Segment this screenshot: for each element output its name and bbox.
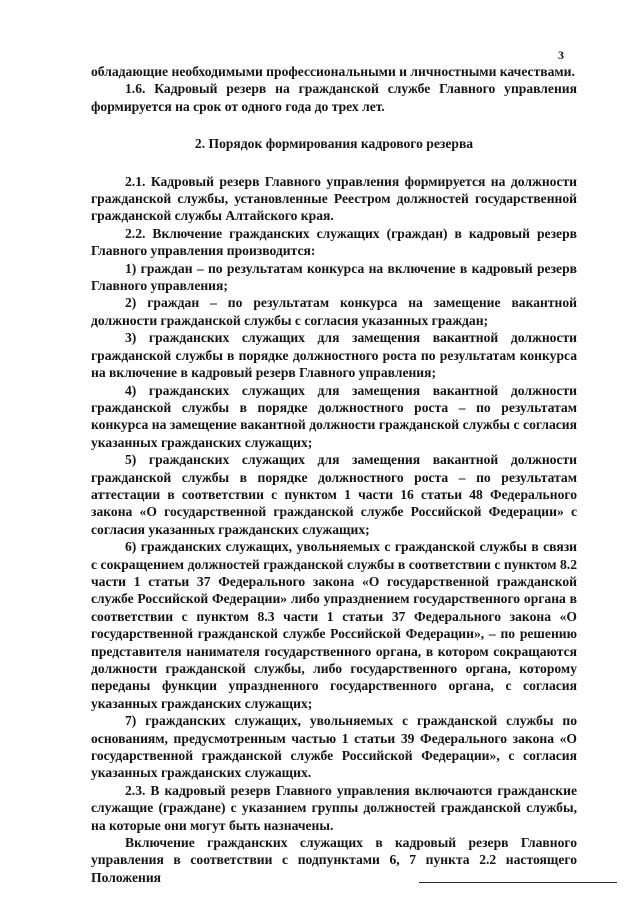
list-item-4: 4) гражданских служащих для замещения вакантной должности гражданской службы в порядке должностного роста – по результатам конкурса на замещение вакантной должности гражданской службы с согласия указанных гражданских служащих; bbox=[91, 382, 577, 450]
paragraph-2-2: 2.2. Включение гражданских служащих (граждан) в кадровый резерв Главного управления производится: bbox=[91, 225, 577, 259]
list-item-6: 6) гражданских служащих, увольняемых с гражданской службы в связи с сокращением должностей гражданской службы в соответствии с пунктом 8.2 части 1 статьи 37 Федерального закона «О государственной гражданской службе Российской Федерации» либо упразднением государственного органа в соответствии с пунктом 8.3 части 1 статьи 37 Федерального закона «О государственной гражданской службе Российской Федерации», – по решению представителя нанимателя государственного органа, в котором сокращаются должности гражданской службы, либо государственного органа, которому переданы функции упраздненного государственного органа, с согласия указанных гражданских служащих; bbox=[91, 539, 577, 711]
list-item-2: 2) граждан – по результатам конкурса на замещение вакантной должности гражданской службы с согласия указанных граждан; bbox=[91, 295, 577, 328]
footer-rule bbox=[419, 882, 617, 883]
list-item-3: 3) гражданских служащих для замещения вакантной должности гражданской службы в порядке должностного роста по результатам конкурса на включение в кадровый резерв Главного управления; bbox=[91, 330, 577, 381]
list-item-1: 1) граждан – по результатам конкурса на включение в кадровый резерв Главного управления; bbox=[91, 260, 577, 294]
paragraph-inclusion: Включение гражданских служащих в кадровый резерв Главного управления в соответствии с подпунктами 6, 7 пункта 2.2 настоящего Положения bbox=[91, 835, 577, 885]
list-item-5: 5) гражданских служащих для замещения вакантной должности гражданской службы в порядке должностного роста – по результатам аттестации в соответствии с пунктом 1 части 16 статьи 48 Федерального закона «О государственной гражданской службе Российской Федерации» с согласия указанных гражданских служащих; bbox=[91, 452, 577, 537]
paragraph-2-1: 2.1. Кадровый резерв Главного управления формируется на должности гражданской службы, установленные Реестром должностей государственной гражданской службы Алтайского края. bbox=[91, 173, 577, 224]
page-number: 3 bbox=[558, 48, 564, 62]
paragraph-1-6: 1.6. Кадровый резерв на гражданской службе Главного управления формируется на срок от одного года до трех лет. bbox=[91, 81, 577, 114]
paragraph-2-3: 2.3. В кадровый резерв Главного управления включаются гражданские служащие (граждане) с указанием группы должностей гражданской службы, на которые они могут быть назначены. bbox=[91, 782, 577, 833]
list-item-7: 7) гражданских служащих, увольняемых с гражданской службы по основаниям, предусмотренным частью 1 статьи 39 Федерального закона «О государственной гражданской службе Российской Федерации», с согласия указанных гражданских служащих. bbox=[91, 713, 577, 781]
paragraph-continuation: обладающие необходимыми профессиональными и личностными качествами. bbox=[91, 64, 575, 79]
document-body bbox=[91, 63, 577, 886]
section-heading: 2. Порядок формирования кадрового резерва bbox=[194, 136, 474, 152]
